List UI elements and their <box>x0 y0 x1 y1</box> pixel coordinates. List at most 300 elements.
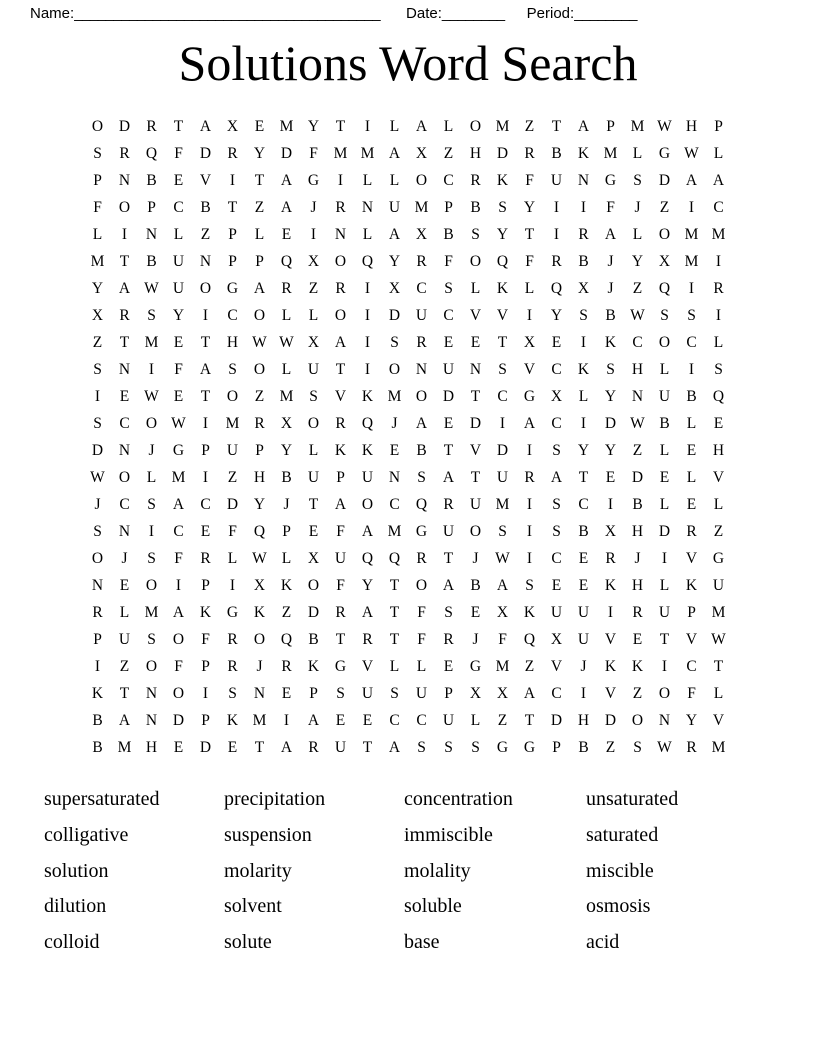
grid-cell[interactable]: V <box>685 550 698 567</box>
grid-cell[interactable]: L <box>713 685 724 702</box>
grid-cell[interactable]: C <box>632 334 643 351</box>
grid-cell[interactable]: U <box>307 361 320 378</box>
grid-cell[interactable]: G <box>415 523 428 540</box>
grid-cell[interactable]: M <box>684 226 699 243</box>
grid-cell[interactable]: M <box>279 388 294 405</box>
grid-cell[interactable]: S <box>417 739 426 756</box>
grid-cell[interactable]: J <box>634 199 641 216</box>
period-blank[interactable]: ________ <box>574 4 637 22</box>
grid-cell[interactable]: L <box>362 226 373 243</box>
grid-cell[interactable]: A <box>280 739 293 756</box>
grid-cell[interactable]: H <box>253 469 266 486</box>
grid-cell[interactable]: D <box>550 712 563 729</box>
grid-cell[interactable]: Y <box>577 442 590 459</box>
grid-cell[interactable]: V <box>604 631 617 648</box>
grid-cell[interactable]: C <box>416 280 427 297</box>
grid-cell[interactable]: U <box>712 577 725 594</box>
grid-cell[interactable]: R <box>227 145 238 162</box>
grid-cell[interactable]: D <box>631 469 644 486</box>
grid-cell[interactable]: K <box>361 442 374 459</box>
grid-cell[interactable]: T <box>389 604 400 621</box>
grid-cell[interactable]: L <box>254 226 265 243</box>
grid-cell[interactable]: U <box>658 604 671 621</box>
grid-cell[interactable]: I <box>121 226 128 243</box>
grid-cell[interactable]: P <box>93 172 102 189</box>
grid-cell[interactable]: O <box>361 496 374 513</box>
grid-cell[interactable]: E <box>200 523 211 540</box>
grid-cell[interactable]: M <box>711 604 726 621</box>
grid-cell[interactable]: O <box>172 631 185 648</box>
grid-cell[interactable]: L <box>146 469 157 486</box>
grid-cell[interactable]: A <box>442 469 455 486</box>
grid-cell[interactable]: U <box>550 172 563 189</box>
grid-cell[interactable]: G <box>172 442 185 459</box>
grid-cell[interactable]: Q <box>658 280 671 297</box>
word-list-item[interactable]: solution <box>44 859 109 882</box>
grid-cell[interactable]: N <box>145 712 158 729</box>
grid-cell[interactable]: Q <box>280 253 293 270</box>
grid-cell[interactable]: I <box>175 577 182 594</box>
grid-cell[interactable]: I <box>202 469 209 486</box>
grid-cell[interactable]: V <box>712 712 725 729</box>
grid-cell[interactable]: U <box>442 712 455 729</box>
grid-cell[interactable]: T <box>659 631 670 648</box>
grid-cell[interactable]: N <box>145 685 158 702</box>
grid-cell[interactable]: R <box>551 253 562 270</box>
grid-cell[interactable]: Z <box>524 118 535 135</box>
grid-cell[interactable]: I <box>202 415 209 432</box>
grid-cell[interactable]: U <box>496 469 509 486</box>
grid-cell[interactable]: F <box>417 604 426 621</box>
grid-cell[interactable]: X <box>523 334 536 351</box>
grid-cell[interactable]: O <box>631 712 644 729</box>
grid-cell[interactable]: L <box>632 145 643 162</box>
grid-cell[interactable]: S <box>228 361 237 378</box>
grid-cell[interactable]: J <box>580 658 587 675</box>
grid-cell[interactable]: V <box>604 685 617 702</box>
grid-cell[interactable]: D <box>604 712 617 729</box>
grid-cell[interactable]: E <box>659 469 670 486</box>
grid-cell[interactable]: H <box>631 523 644 540</box>
grid-cell[interactable]: I <box>607 604 614 621</box>
grid-cell[interactable]: I <box>310 226 317 243</box>
grid-cell[interactable]: M <box>252 712 267 729</box>
grid-cell[interactable]: S <box>579 307 588 324</box>
grid-cell[interactable]: L <box>632 226 643 243</box>
grid-cell[interactable]: I <box>283 712 290 729</box>
grid-cell[interactable]: W <box>684 145 699 162</box>
grid-cell[interactable]: N <box>631 388 644 405</box>
grid-cell[interactable]: A <box>199 361 212 378</box>
grid-cell[interactable]: E <box>308 523 319 540</box>
grid-cell[interactable]: N <box>658 712 671 729</box>
grid-cell[interactable]: J <box>391 415 398 432</box>
grid-cell[interactable]: C <box>119 415 130 432</box>
grid-cell[interactable]: L <box>308 442 319 459</box>
grid-cell[interactable]: P <box>228 226 237 243</box>
grid-cell[interactable]: B <box>470 199 481 216</box>
grid-cell[interactable]: C <box>578 496 589 513</box>
grid-cell[interactable]: M <box>144 334 159 351</box>
grid-cell[interactable]: C <box>389 712 400 729</box>
grid-cell[interactable]: H <box>631 361 644 378</box>
grid-cell[interactable]: W <box>252 334 267 351</box>
grid-cell[interactable]: O <box>415 577 428 594</box>
grid-cell[interactable]: S <box>228 685 237 702</box>
grid-cell[interactable]: I <box>715 307 722 324</box>
grid-cell[interactable]: F <box>174 145 183 162</box>
grid-cell[interactable]: C <box>416 712 427 729</box>
grid-cell[interactable]: E <box>119 577 130 594</box>
grid-cell[interactable]: Y <box>172 307 185 324</box>
grid-cell[interactable]: A <box>523 415 536 432</box>
grid-cell[interactable]: R <box>119 145 130 162</box>
grid-cell[interactable]: M <box>225 415 240 432</box>
grid-cell[interactable]: B <box>92 739 103 756</box>
word-list-item[interactable]: precipitation <box>224 788 326 810</box>
grid-cell[interactable]: I <box>553 226 560 243</box>
grid-cell[interactable]: O <box>91 118 104 135</box>
grid-cell[interactable]: S <box>552 442 561 459</box>
grid-cell[interactable]: L <box>281 361 292 378</box>
grid-cell[interactable]: W <box>171 415 186 432</box>
grid-cell[interactable]: X <box>577 280 590 297</box>
grid-cell[interactable]: R <box>335 280 346 297</box>
grid-cell[interactable]: X <box>550 631 563 648</box>
grid-cell[interactable]: I <box>526 550 533 567</box>
word-list-item[interactable]: dilution <box>44 895 107 918</box>
grid-cell[interactable]: Q <box>145 145 158 162</box>
grid-cell[interactable]: R <box>416 253 427 270</box>
grid-cell[interactable]: Q <box>361 415 374 432</box>
grid-cell[interactable]: O <box>415 172 428 189</box>
grid-cell[interactable]: W <box>495 550 510 567</box>
grid-cell[interactable]: L <box>92 226 103 243</box>
grid-cell[interactable]: I <box>499 415 506 432</box>
grid-cell[interactable]: M <box>711 739 726 756</box>
grid-cell[interactable]: A <box>442 577 455 594</box>
grid-cell[interactable]: Y <box>253 145 266 162</box>
grid-cell[interactable]: G <box>226 604 239 621</box>
grid-cell[interactable]: A <box>280 172 293 189</box>
grid-cell[interactable]: C <box>173 199 184 216</box>
grid-cell[interactable]: R <box>227 631 238 648</box>
grid-cell[interactable]: X <box>469 685 482 702</box>
grid-cell[interactable]: O <box>145 415 158 432</box>
grid-cell[interactable]: V <box>199 172 212 189</box>
grid-cell[interactable]: C <box>551 361 562 378</box>
grid-cell[interactable]: C <box>686 658 697 675</box>
grid-cell[interactable]: W <box>144 388 159 405</box>
grid-cell[interactable]: O <box>253 307 266 324</box>
grid-cell[interactable]: U <box>334 550 347 567</box>
grid-cell[interactable]: M <box>603 145 618 162</box>
grid-cell[interactable]: D <box>226 496 239 513</box>
grid-cell[interactable]: E <box>578 550 589 567</box>
grid-cell[interactable]: B <box>146 253 157 270</box>
grid-cell[interactable]: A <box>172 496 185 513</box>
grid-cell[interactable]: O <box>118 199 131 216</box>
grid-cell[interactable]: X <box>226 118 239 135</box>
grid-cell[interactable]: K <box>523 604 536 621</box>
grid-cell[interactable]: Q <box>496 253 509 270</box>
grid-cell[interactable]: S <box>147 631 156 648</box>
grid-cell[interactable]: M <box>495 118 510 135</box>
grid-cell[interactable]: S <box>498 523 507 540</box>
grid-cell[interactable]: L <box>281 550 292 567</box>
grid-cell[interactable]: G <box>469 658 482 675</box>
grid-cell[interactable]: P <box>201 577 210 594</box>
grid-cell[interactable]: P <box>282 523 291 540</box>
grid-cell[interactable]: L <box>389 658 400 675</box>
grid-cell[interactable]: Y <box>631 253 644 270</box>
grid-cell[interactable]: Q <box>415 496 428 513</box>
grid-cell[interactable]: R <box>443 631 454 648</box>
grid-cell[interactable]: O <box>469 253 482 270</box>
grid-cell[interactable]: A <box>415 415 428 432</box>
grid-cell[interactable]: T <box>389 631 400 648</box>
grid-cell[interactable]: T <box>335 118 346 135</box>
grid-cell[interactable]: P <box>336 469 345 486</box>
grid-cell[interactable]: O <box>118 469 131 486</box>
grid-cell[interactable]: K <box>604 658 617 675</box>
grid-cell[interactable]: Z <box>632 442 643 459</box>
grid-cell[interactable]: X <box>496 685 509 702</box>
grid-cell[interactable]: R <box>146 118 157 135</box>
grid-cell[interactable]: Z <box>497 712 508 729</box>
grid-cell[interactable]: B <box>443 226 454 243</box>
grid-cell[interactable]: H <box>685 118 698 135</box>
grid-cell[interactable]: L <box>686 415 697 432</box>
grid-cell[interactable]: Y <box>550 307 563 324</box>
grid-cell[interactable]: J <box>607 253 614 270</box>
grid-cell[interactable]: F <box>525 253 534 270</box>
grid-cell[interactable]: F <box>687 685 696 702</box>
grid-cell[interactable]: R <box>524 145 535 162</box>
grid-cell[interactable]: T <box>308 496 319 513</box>
grid-cell[interactable]: L <box>389 172 400 189</box>
grid-cell[interactable]: T <box>119 685 130 702</box>
grid-cell[interactable]: I <box>364 334 371 351</box>
grid-cell[interactable]: L <box>524 280 535 297</box>
grid-cell[interactable]: P <box>93 631 102 648</box>
grid-cell[interactable]: P <box>606 118 615 135</box>
grid-cell[interactable]: X <box>496 604 509 621</box>
grid-cell[interactable]: B <box>659 415 670 432</box>
grid-cell[interactable]: S <box>390 334 399 351</box>
grid-cell[interactable]: C <box>389 496 400 513</box>
grid-cell[interactable]: J <box>283 496 290 513</box>
grid-cell[interactable]: H <box>226 334 239 351</box>
grid-cell[interactable]: G <box>334 658 347 675</box>
grid-cell[interactable]: I <box>94 658 101 675</box>
grid-cell[interactable]: S <box>93 361 102 378</box>
grid-cell[interactable]: T <box>254 172 265 189</box>
grid-cell[interactable]: Z <box>632 280 643 297</box>
grid-cell[interactable]: A <box>334 496 347 513</box>
grid-cell[interactable]: Q <box>550 280 563 297</box>
grid-cell[interactable]: S <box>498 199 507 216</box>
word-list-item[interactable]: concentration <box>404 788 513 810</box>
grid-cell[interactable]: R <box>335 604 346 621</box>
grid-cell[interactable]: U <box>172 253 185 270</box>
grid-cell[interactable]: W <box>657 118 672 135</box>
grid-cell[interactable]: T <box>443 442 454 459</box>
grid-cell[interactable]: B <box>578 739 589 756</box>
grid-cell[interactable]: A <box>577 118 590 135</box>
grid-cell[interactable]: U <box>415 307 428 324</box>
word-search-grid[interactable] <box>84 113 732 761</box>
grid-cell[interactable]: R <box>335 415 346 432</box>
grid-cell[interactable]: F <box>525 172 534 189</box>
grid-cell[interactable]: R <box>254 415 265 432</box>
grid-cell[interactable]: J <box>94 496 101 513</box>
grid-cell[interactable]: T <box>119 253 130 270</box>
grid-cell[interactable]: D <box>604 415 617 432</box>
grid-cell[interactable]: O <box>253 361 266 378</box>
word-list-item[interactable]: solvent <box>224 895 282 918</box>
grid-cell[interactable]: B <box>308 631 319 648</box>
grid-cell[interactable]: I <box>364 361 371 378</box>
grid-cell[interactable]: C <box>227 307 238 324</box>
word-list-item[interactable]: colligative <box>44 823 129 846</box>
grid-cell[interactable]: E <box>686 442 697 459</box>
grid-cell[interactable]: U <box>577 631 590 648</box>
grid-cell[interactable]: G <box>307 172 320 189</box>
grid-cell[interactable]: K <box>604 334 617 351</box>
grid-cell[interactable]: D <box>496 145 509 162</box>
grid-cell[interactable]: T <box>713 658 724 675</box>
grid-cell[interactable]: O <box>91 550 104 567</box>
grid-cell[interactable]: K <box>496 172 509 189</box>
grid-cell[interactable]: Y <box>361 577 374 594</box>
grid-cell[interactable]: P <box>201 658 210 675</box>
grid-cell[interactable]: C <box>713 199 724 216</box>
grid-cell[interactable]: Z <box>632 685 643 702</box>
grid-cell[interactable]: B <box>92 712 103 729</box>
grid-cell[interactable]: E <box>335 712 346 729</box>
grid-cell[interactable]: M <box>279 118 294 135</box>
grid-cell[interactable]: O <box>307 415 320 432</box>
grid-cell[interactable]: X <box>91 307 104 324</box>
grid-cell[interactable]: K <box>577 361 590 378</box>
grid-cell[interactable]: I <box>607 496 614 513</box>
grid-cell[interactable]: B <box>578 253 589 270</box>
grid-cell[interactable]: G <box>658 145 671 162</box>
grid-cell[interactable]: N <box>361 199 374 216</box>
grid-cell[interactable]: P <box>147 199 156 216</box>
grid-cell[interactable]: S <box>633 172 642 189</box>
grid-cell[interactable]: P <box>201 442 210 459</box>
grid-cell[interactable]: Q <box>361 253 374 270</box>
grid-cell[interactable]: Y <box>91 280 104 297</box>
grid-cell[interactable]: L <box>281 307 292 324</box>
grid-cell[interactable]: C <box>200 496 211 513</box>
grid-cell[interactable]: J <box>310 199 317 216</box>
grid-cell[interactable]: K <box>199 604 212 621</box>
grid-cell[interactable]: S <box>525 577 534 594</box>
grid-cell[interactable]: M <box>414 199 429 216</box>
grid-cell[interactable]: A <box>496 577 509 594</box>
grid-cell[interactable]: I <box>364 307 371 324</box>
grid-cell[interactable]: A <box>685 172 698 189</box>
grid-cell[interactable]: U <box>442 523 455 540</box>
grid-cell[interactable]: B <box>470 577 481 594</box>
grid-cell[interactable]: C <box>686 334 697 351</box>
grid-cell[interactable]: E <box>443 415 454 432</box>
word-list-item[interactable]: unsaturated <box>586 788 679 810</box>
word-list-item[interactable]: supersaturated <box>44 788 160 810</box>
grid-cell[interactable]: M <box>360 145 375 162</box>
grid-cell[interactable]: N <box>199 253 212 270</box>
grid-cell[interactable]: U <box>118 631 131 648</box>
grid-cell[interactable]: J <box>634 550 641 567</box>
grid-cell[interactable]: S <box>606 361 615 378</box>
grid-cell[interactable]: T <box>335 631 346 648</box>
grid-cell[interactable]: Z <box>281 604 292 621</box>
grid-cell[interactable]: B <box>146 172 157 189</box>
grid-cell[interactable]: I <box>526 496 533 513</box>
grid-cell[interactable]: C <box>551 685 562 702</box>
grid-cell[interactable]: A <box>712 172 725 189</box>
grid-cell[interactable]: O <box>172 685 185 702</box>
grid-cell[interactable]: E <box>686 496 697 513</box>
grid-cell[interactable]: L <box>659 496 670 513</box>
grid-cell[interactable]: A <box>604 226 617 243</box>
grid-cell[interactable]: M <box>630 118 645 135</box>
grid-cell[interactable]: V <box>712 469 725 486</box>
word-list-item[interactable]: osmosis <box>586 895 651 918</box>
grid-cell[interactable]: R <box>470 172 481 189</box>
grid-cell[interactable]: D <box>280 145 293 162</box>
grid-cell[interactable]: X <box>307 334 320 351</box>
grid-cell[interactable]: I <box>526 523 533 540</box>
grid-cell[interactable]: G <box>523 388 536 405</box>
grid-cell[interactable]: L <box>578 388 589 405</box>
grid-cell[interactable]: S <box>552 523 561 540</box>
grid-cell[interactable]: O <box>226 388 239 405</box>
grid-cell[interactable]: K <box>280 577 293 594</box>
grid-cell[interactable]: O <box>469 523 482 540</box>
grid-cell[interactable]: W <box>711 631 726 648</box>
grid-cell[interactable]: E <box>551 334 562 351</box>
grid-cell[interactable]: T <box>443 550 454 567</box>
grid-cell[interactable]: O <box>199 280 212 297</box>
grid-cell[interactable]: Y <box>280 442 293 459</box>
grid-cell[interactable]: A <box>523 685 536 702</box>
grid-cell[interactable]: Z <box>200 226 211 243</box>
grid-cell[interactable]: A <box>199 118 212 135</box>
grid-cell[interactable]: E <box>551 577 562 594</box>
grid-cell[interactable]: X <box>415 226 428 243</box>
grid-cell[interactable]: L <box>173 226 184 243</box>
grid-cell[interactable]: I <box>580 685 587 702</box>
grid-cell[interactable]: I <box>202 685 209 702</box>
grid-cell[interactable]: S <box>147 307 156 324</box>
grid-cell[interactable]: J <box>607 280 614 297</box>
grid-cell[interactable]: S <box>147 550 156 567</box>
grid-cell[interactable]: S <box>309 388 318 405</box>
grid-cell[interactable]: C <box>551 550 562 567</box>
grid-cell[interactable]: I <box>337 172 344 189</box>
grid-cell[interactable]: N <box>145 226 158 243</box>
grid-cell[interactable]: S <box>93 145 102 162</box>
grid-cell[interactable]: N <box>415 361 428 378</box>
grid-cell[interactable]: R <box>578 226 589 243</box>
grid-cell[interactable]: Z <box>254 199 265 216</box>
grid-cell[interactable]: V <box>523 361 536 378</box>
grid-cell[interactable]: M <box>171 469 186 486</box>
